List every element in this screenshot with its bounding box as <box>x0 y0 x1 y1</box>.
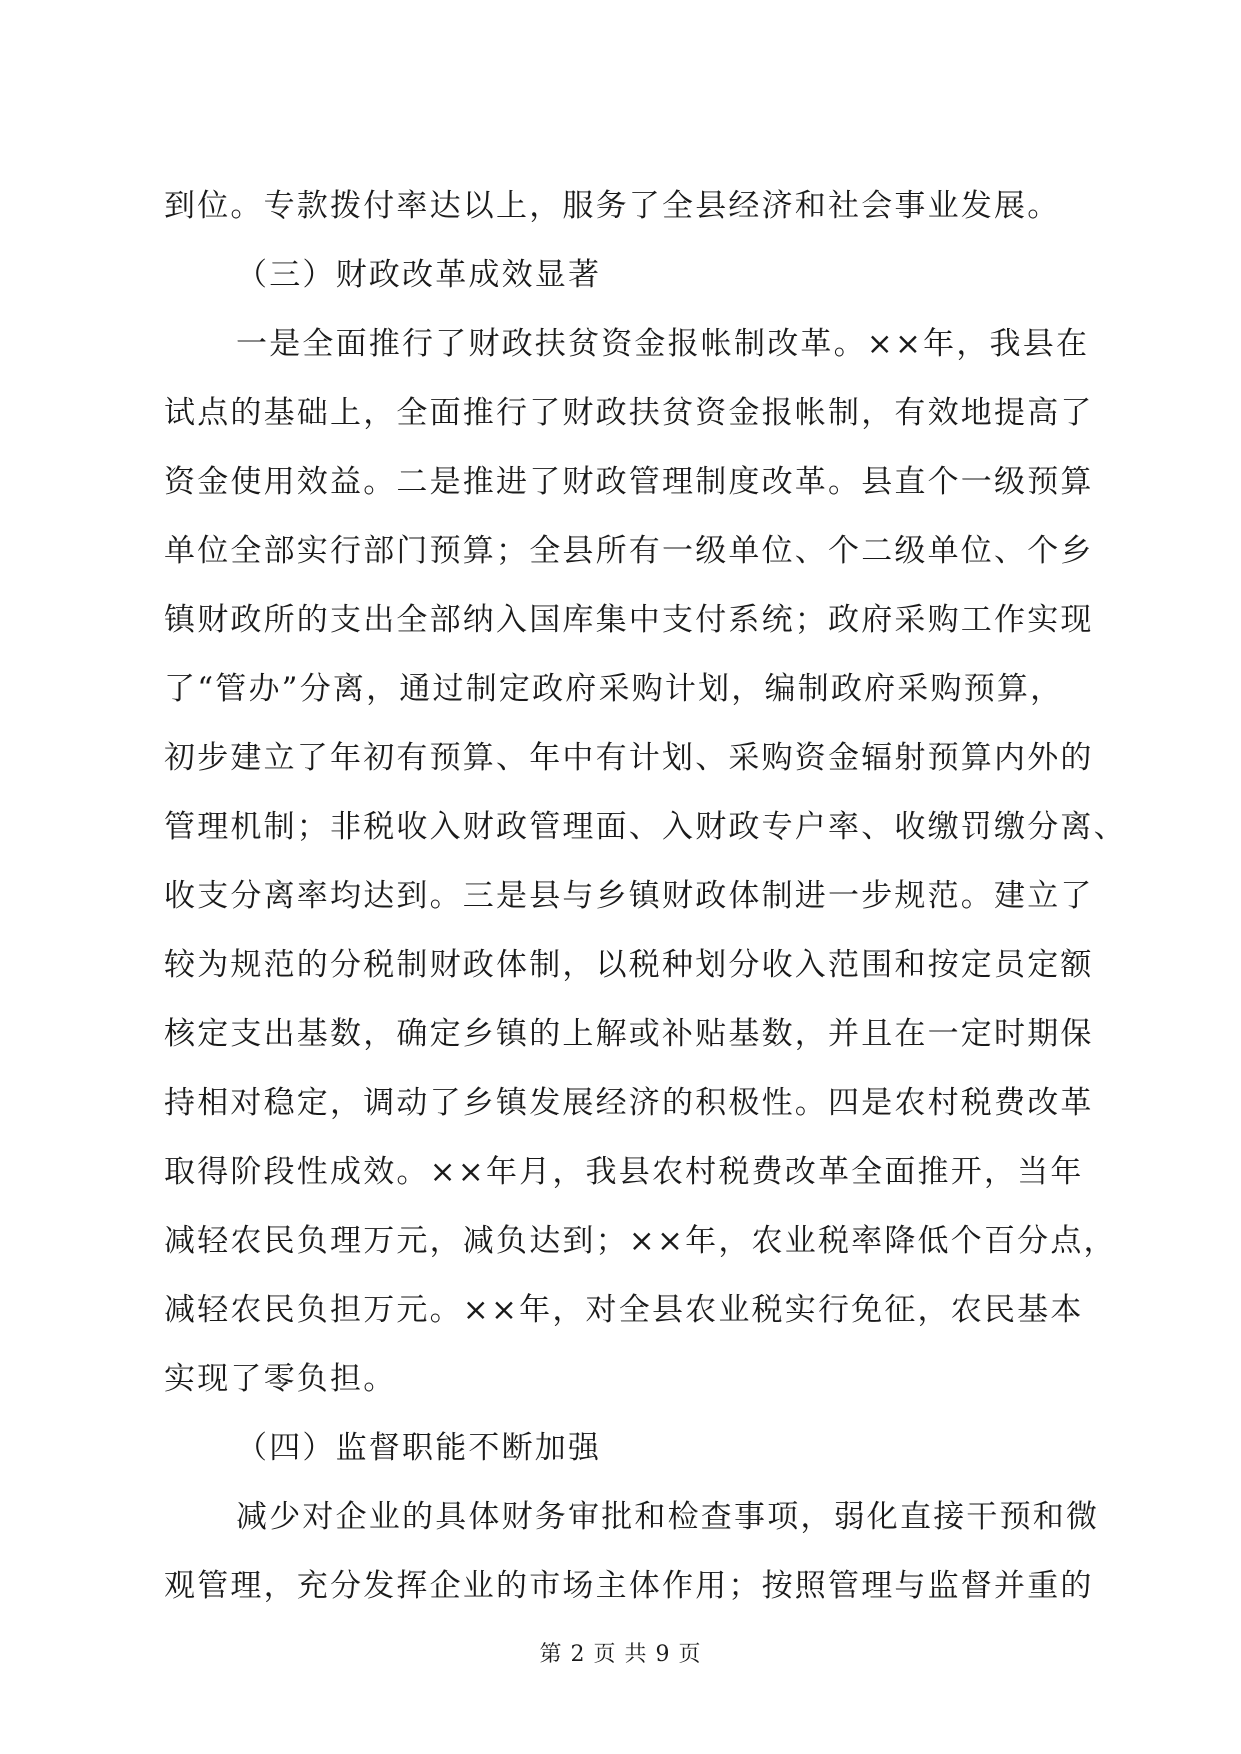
body-line: 较为规范的分税制财政体制，以税种划分收入范围和按定员定额 <box>164 947 1094 983</box>
body-line: 初步建立了年初有预算、年中有计划、采购资金辐射预算内外的 <box>164 740 1094 776</box>
body-line: 减轻农民负担万元。××年，对全县农业税实行免征，农民基本 <box>164 1292 1084 1328</box>
section-heading: （三）财政改革成效显著 <box>236 257 602 293</box>
body-line: 了“管办”分离，通过制定政府采购计划，编制政府采购预算， <box>164 671 1064 707</box>
body-line: 减轻农民负理万元，减负达到；××年，农业税率降低个百分点， <box>164 1223 1117 1259</box>
body-line: 持相对稳定，调动了乡镇发展经济的积极性。四是农村税费改革 <box>164 1085 1094 1121</box>
body-line: 核定支出基数，确定乡镇的上解或补贴基数，并且在一定时期保 <box>164 1016 1094 1052</box>
body-line: 单位全部实行部门预算；全县所有一级单位、个二级单位、个乡 <box>164 533 1094 569</box>
body-line: 资金使用效益。二是推进了财政管理制度改革。县直个一级预算 <box>164 464 1094 500</box>
body-line: 取得阶段性成效。××年月，我县农村税费改革全面推开，当年 <box>164 1154 1084 1190</box>
body-line: 实现了零负担。 <box>164 1361 397 1397</box>
section-heading: （四）监督职能不断加强 <box>236 1430 602 1466</box>
body-line: 到位。专款拨付率达以上，服务了全县经济和社会事业发展。 <box>164 188 1061 224</box>
body-line: 收支分离率均达到。三是县与乡镇财政体制进一步规范。建立了 <box>164 878 1094 914</box>
body-line: 试点的基础上，全面推行了财政扶贫资金报帐制，有效地提高了 <box>164 395 1094 431</box>
paragraph-first-line: 一是全面推行了财政扶贫资金报帐制改革。××年，我县在 <box>236 326 1090 362</box>
body-line: 镇财政所的支出全部纳入国库集中支付系统；政府采购工作实现 <box>164 602 1094 638</box>
paragraph-first-line: 减少对企业的具体财务审批和检查事项，弱化直接干预和微 <box>236 1499 1100 1535</box>
body-line: 管理机制；非税收入财政管理面、入财政专户率、收缴罚缴分离、 <box>164 809 1127 845</box>
page-footer: 第 2 页 共 9 页 <box>539 1642 702 1667</box>
body-line: 观管理，充分发挥企业的市场主体作用；按照管理与监督并重的 <box>164 1568 1094 1604</box>
